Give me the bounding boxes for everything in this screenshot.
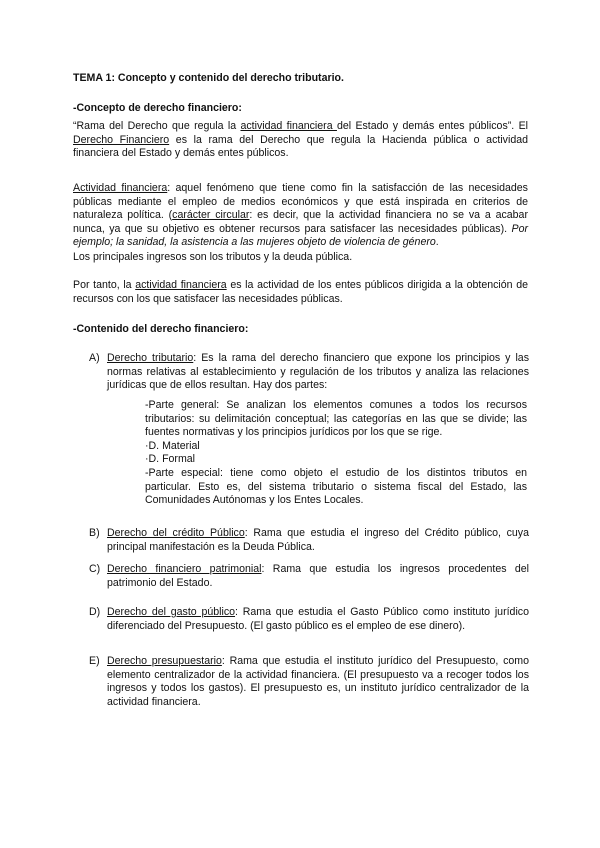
list-item-a <box>89 352 529 393</box>
actividad-paragraph <box>73 182 528 250</box>
portanto-text: Por tanto, la <box>73 279 136 291</box>
portanto-paragraph <box>73 279 528 306</box>
section-heading-concepto: -Concepto de derecho financiero: <box>73 102 242 114</box>
list-item-d <box>89 606 529 633</box>
item-c-term: Derecho financiero patrimonial <box>107 563 262 575</box>
derecho-material: ·D. Material <box>145 439 200 452</box>
portanto-term: actividad financiera <box>135 279 227 291</box>
item-b-term: Derecho del crédito Público <box>107 527 245 539</box>
item-b-text: : Rama que estudia el ingreso del Crédito público, cuya principal manifestación es la Deuda Pública. <box>107 527 529 553</box>
derecho-financiero-term: Derecho Financiero <box>73 133 170 146</box>
item-e-text: : Rama que estudia el instituto jurídico del Presupuesto, como elemento centralizador de la actividad financiera. (El presupuesto va a recoger todos los ingresos y todos los gastos). El presupuesto es, un instituto jurídico centralizador de la actividad financiera. <box>107 655 529 708</box>
portanto-text-2: es la actividad de los entes públicos dirigida a la obtención de recursos con los que satisfacer las necesidades públicas. <box>73 279 528 305</box>
actividad-term: Actividad financiera <box>73 182 168 194</box>
page-title: TEMA 1: Concepto y contenido del derecho tributario. <box>73 72 344 84</box>
section-heading-contenido: -Contenido del derecho financiero: <box>73 323 249 335</box>
sub-list-a <box>145 399 527 508</box>
ingresos-line: Los principales ingresos son los tributos y la deuda pública. <box>73 251 353 263</box>
list-item-e <box>89 655 529 709</box>
definition-paragraph <box>73 120 528 161</box>
item-d-text: : Rama que estudia el Gasto Público como instituto jurídico diferenciado del Presupuesto. (El gasto público es el empleo de ese dinero). <box>107 606 529 632</box>
actividad-example: Por ejemplo; la sanidad, la asistencia a las mujeres objeto de violencia de género <box>73 222 528 249</box>
parte-general: -Parte general: Se analizan los elementos comunes a todos los recursos tributarios: su delimitación conceptual; las categorías en las que se divide; las fuentes normativas y los principios jurídicos por los que se rige. <box>145 399 527 439</box>
derecho-financiero-text: es la rama del Derecho que regula la Hacienda pública o actividad financiera del Estado y demás entes públicos. <box>73 133 528 160</box>
definition-term-actividad: actividad financiera <box>240 120 337 132</box>
caracter-circular-term: carácter circular <box>172 209 250 222</box>
item-c-text: : Rama que estudia los ingresos procedentes del patrimonio del Estado. <box>107 563 530 589</box>
actividad-text: : aquel fenómeno que tiene como fin la satisfacción de las necesidades públicas mediante el empleo de medios económicos y que está inspirada en criterios de naturaleza política. ( <box>73 182 528 222</box>
list-marker: C) <box>89 563 101 575</box>
list-item-c <box>89 563 529 590</box>
item-a-term: Derecho tributario <box>107 352 194 364</box>
list-marker: B) <box>89 527 100 539</box>
item-e-term: Derecho presupuestario <box>107 655 222 667</box>
definition-text-end: del Estado y demás entes públicos”. <box>336 120 515 132</box>
definition-text: “Rama del Derecho que regula la <box>73 120 241 132</box>
actividad-example-end: . <box>435 236 439 249</box>
derecho-financiero-intro: El <box>518 120 528 132</box>
parte-especial: -Parte especial: tiene como objeto el estudio de los distintos tributos en particular. Esto es, del sistema tributario o sistema fiscal del Estado, las Comunidades Autónomas y los Entes Locales. <box>145 466 527 507</box>
actividad-text-2: : es decir, que la actividad financiera no se va a acabar nunca, ya que su objetivo es obtener recursos para satisfacer las necesidades públicas). <box>73 209 528 235</box>
item-d-term: Derecho del gasto público <box>107 606 236 618</box>
list-item-b <box>89 527 529 554</box>
derecho-formal: ·D. Formal <box>145 453 196 466</box>
list-marker: D) <box>89 606 101 618</box>
list-marker: E) <box>89 655 100 667</box>
list-marker: A) <box>89 352 100 364</box>
item-a-text: : Es la rama del derecho financiero que expone los principios y las normas relativas al establecimiento y regulación de los tributos y analiza las relaciones jurídicas que de ellos resultan. Hay dos partes: <box>107 352 529 392</box>
